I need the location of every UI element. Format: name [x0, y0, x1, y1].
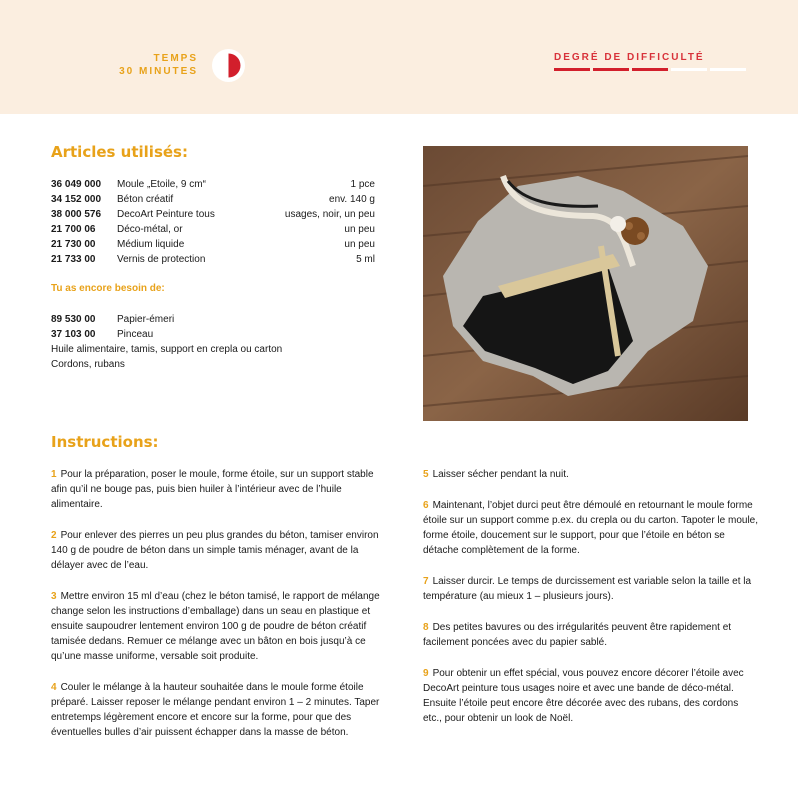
article-quantity: un peu: [344, 224, 375, 235]
article-code: 21 730 00: [51, 239, 96, 250]
articles-list: [51, 177, 375, 267]
need-code: 37 103 00: [51, 329, 96, 340]
article-code: 21 733 00: [51, 254, 96, 265]
article-code: 36 049 000: [51, 179, 102, 190]
article-name: Béton créatif: [117, 194, 174, 205]
difficulty-segment: [671, 68, 707, 71]
instruction-step: [51, 589, 391, 664]
step-number: 7: [423, 576, 429, 587]
article-code: 38 000 576: [51, 209, 102, 220]
step-number: 8: [423, 622, 429, 633]
article-quantity: usages, noir, un peu: [284, 209, 375, 220]
instruction-step: [51, 528, 391, 573]
need-name: Papier-émeri: [117, 314, 175, 325]
clock-fill: [229, 54, 241, 78]
article-row: [51, 207, 375, 222]
need-code: 89 530 00: [51, 314, 96, 325]
step-text: Des petites bavures ou des irrégularités peuvent être rapidement et facilement poncées avec du papier sablé.: [423, 622, 732, 648]
instructions-title: Instructions:: [51, 433, 159, 451]
article-code: 34 152 000: [51, 194, 102, 205]
instruction-step: [423, 620, 758, 650]
difficulty-meter: [554, 68, 746, 71]
article-code: 21 700 06: [51, 224, 96, 235]
instruction-step: [423, 498, 758, 558]
instruction-step: [51, 680, 391, 740]
article-quantity: un peu: [344, 239, 375, 250]
step-text: Couler le mélange à la hauteur souhaitée dans le moule forme étoile préparé. Laisser reposer le mélange pendant environ 1 – 2 minutes. Taper entretemps légèrement encore et encore sur la forme, pour que des éventuelles bulles d’air puissent échapper dans la masse de béton.: [51, 682, 380, 738]
clock-icon: [212, 49, 245, 82]
instruction-step: [423, 666, 758, 726]
difficulty-segment: [554, 68, 590, 71]
article-quantity: env. 140 g: [329, 194, 375, 205]
product-photo: [423, 146, 748, 421]
article-row: [51, 177, 375, 192]
time-indicator: [119, 52, 198, 78]
instruction-step: [423, 574, 758, 604]
step-number: 3: [51, 591, 57, 602]
need-row: [51, 312, 375, 327]
header-band: [0, 0, 798, 114]
difficulty-segment: [593, 68, 629, 71]
need-row: [51, 327, 375, 342]
instruction-step: [51, 467, 391, 512]
difficulty-segment: [710, 68, 746, 71]
article-name: Moule „Etoile, 9 cm“: [117, 179, 206, 190]
article-row: [51, 237, 375, 252]
article-name: Déco-métal, or: [117, 224, 183, 235]
step-text: Laisser durcir. Le temps de durcissement est variable selon la taille et la température (au mieux 1 – plusieurs jours).: [423, 576, 752, 602]
step-number: 6: [423, 500, 429, 511]
need-extra-line: Cordons, rubans: [51, 359, 125, 370]
article-quantity: 5 ml: [356, 254, 375, 265]
instructions-column-right: [423, 467, 758, 742]
step-number: 4: [51, 682, 57, 693]
step-number: 1: [51, 469, 57, 480]
need-title: Tu as encore besoin de:: [51, 283, 165, 294]
step-number: 5: [423, 469, 429, 480]
article-quantity: 1 pce: [350, 179, 375, 190]
article-name: Médium liquide: [117, 239, 185, 250]
time-label: TEMPS: [153, 53, 198, 64]
time-value: 30 MINUTES: [119, 66, 198, 77]
article-row: [51, 252, 375, 267]
need-name: Pinceau: [117, 329, 154, 340]
article-row: [51, 192, 375, 207]
step-text: Mettre environ 15 ml d’eau (chez le béton tamisé, le rapport de mélange change selon les instructions d’emballage) dans un seau en plastique et ensuite saupoudrer lentement environ 100 g de poudre de béton créatif tamisée dedans. Remuer ce mélange avec un bâton en bois jusqu’à ce qu’une masse uniforme, versable soit produite.: [51, 591, 380, 662]
difficulty-segment: [632, 68, 668, 71]
step-text: Maintenant, l’objet durci peut être démoulé en retournant le moule forme étoile sur un support comme p.ex. du crepla ou du carton. Tapoter le moule, forme étoile, doucement sur le support, pour que l’étoile en béton se détache complètement de la forme.: [423, 500, 759, 556]
need-extra-line: Huile alimentaire, tamis, support en crepla ou carton: [51, 344, 283, 355]
article-name: Vernis de protection: [117, 254, 206, 265]
need-list: [51, 312, 375, 372]
difficulty-label: DEGRÉ DE DIFFICULTÉ: [554, 52, 705, 63]
step-text: Pour obtenir un effet spécial, vous pouvez encore décorer l’étoile avec DecoArt peinture tous usages noire et avec une bande de déco-métal. Ensuite l’étoile peut encore être décorée avec des rubans, des cordons etc., pour obtenir un look de Noël.: [423, 668, 744, 724]
article-row: [51, 222, 375, 237]
instructions-column-left: [51, 467, 391, 756]
step-text: Pour la préparation, poser le moule, forme étoile, sur un support stable afin qu’il ne bouge pas, puis bien huiler à l’intérieur avec de l’huile alimentaire.: [51, 469, 374, 510]
step-number: 2: [51, 530, 57, 541]
step-text: Laisser sécher pendant la nuit.: [432, 469, 569, 480]
articles-title: Articles utilisés:: [51, 143, 188, 161]
article-name: DecoArt Peinture tous: [117, 209, 215, 220]
instruction-step: [423, 467, 758, 482]
step-text: Pour enlever des pierres un peu plus grandes du béton, tamiser environ 140 g de poudre de béton dans un simple tamis ménager, avant de la délayer avec de l’eau.: [51, 530, 379, 571]
step-number: 9: [423, 668, 429, 679]
